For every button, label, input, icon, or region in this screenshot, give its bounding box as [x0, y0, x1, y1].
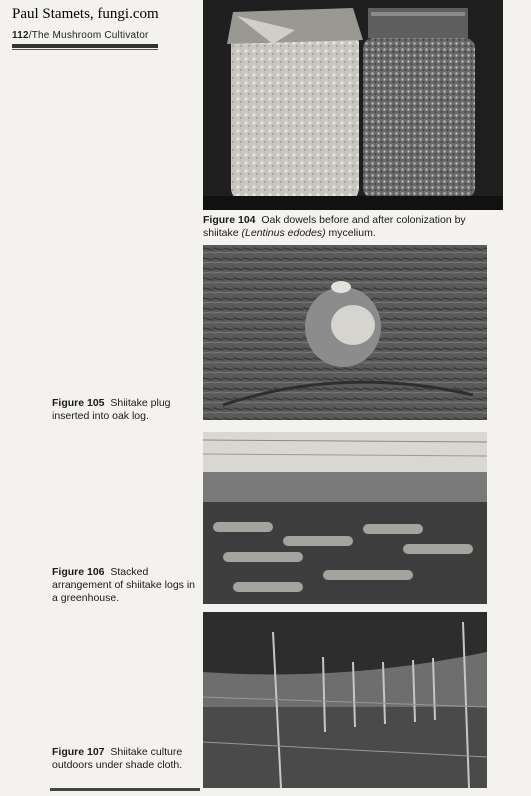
- figure-106-label: Figure 106: [52, 566, 105, 578]
- figure-104-text-end: mycelium.: [325, 227, 376, 239]
- figure-107-text: Shiitake culture outdoors under shade cloth.: [52, 746, 183, 771]
- source-credit: Paul Stamets, fungi.com: [12, 6, 159, 22]
- figure-106-photo: [203, 432, 487, 604]
- header-rule: [12, 44, 158, 48]
- figure-107-caption: [52, 746, 200, 772]
- figure-107-label: Figure 107: [52, 746, 105, 758]
- figure-106-caption: [52, 566, 200, 605]
- page-number: 112: [12, 30, 29, 41]
- figure-104-species: (Lentinus edodes): [241, 227, 326, 239]
- figure-107-photo: [203, 612, 487, 788]
- footer-rule: [50, 788, 200, 791]
- running-header: [12, 30, 149, 41]
- figure-104-label: Figure 104: [203, 214, 256, 226]
- figure-104-text: Oak dowels before and after colonization by shiitake: [203, 214, 466, 239]
- figure-105-photo: [203, 245, 487, 420]
- running-title: /The Mushroom Cultivator: [28, 30, 149, 41]
- header-rule-thin: [12, 49, 158, 50]
- figure-104-photo: [203, 0, 503, 210]
- figure-105-caption: [52, 397, 200, 423]
- figure-104-caption: [203, 214, 503, 240]
- figure-105-text: Shiitake plug inserted into oak log.: [52, 397, 171, 422]
- figure-106-text: Stacked arrangement of shiitake logs in a greenhouse.: [52, 566, 195, 604]
- figure-105-label: Figure 105: [52, 397, 105, 409]
